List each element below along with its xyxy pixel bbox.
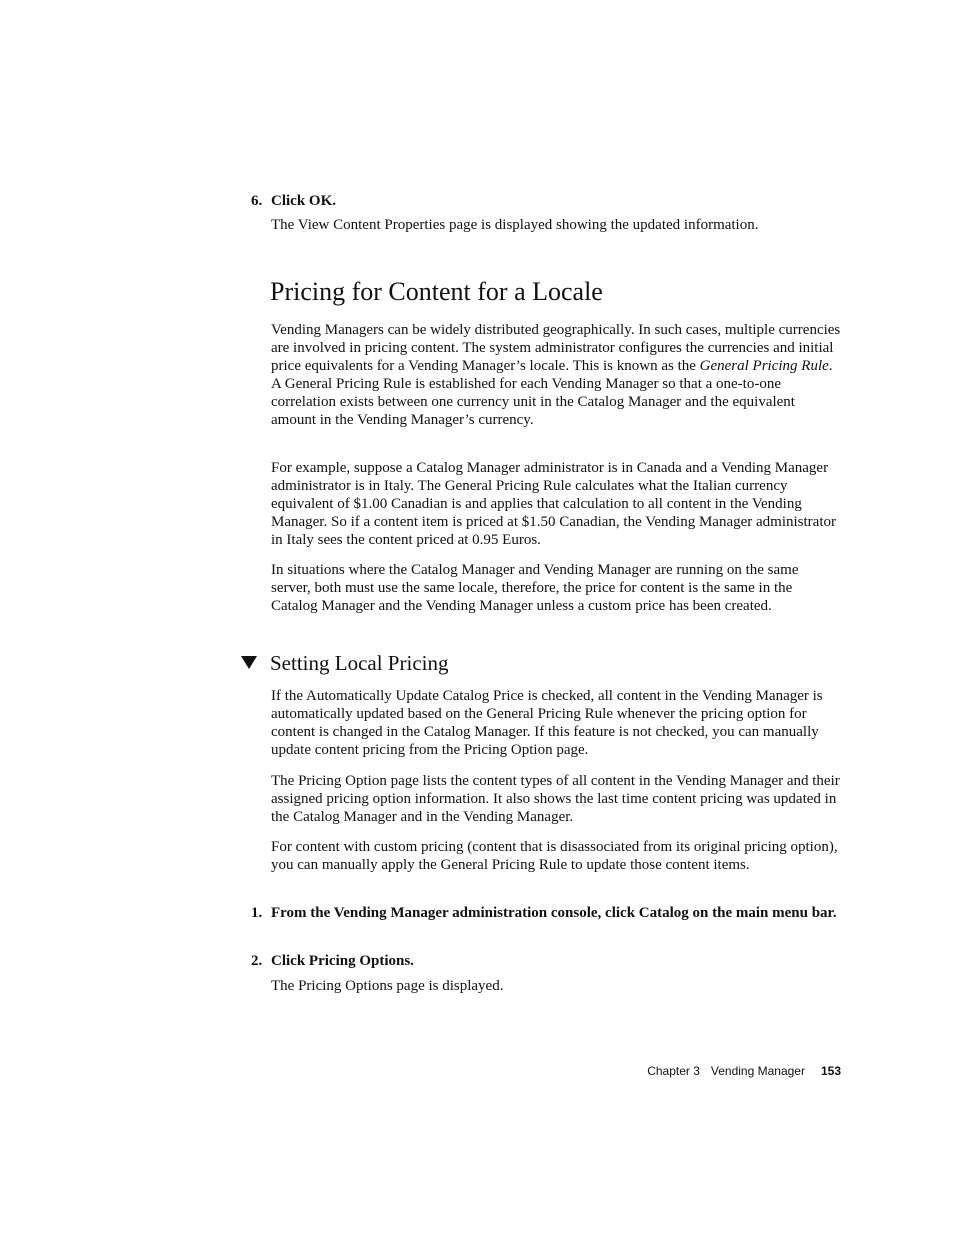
section-paragraph-1 <box>271 321 841 429</box>
paragraph-text: . A General Pricing Rule is established for each Vending Manager so that a one-to-one correlation exists between one currency unit in the Catalog Manager and the equivalent amount in the Vending Manager’s currency. <box>271 358 833 428</box>
step-2-result: The Pricing Options page is displayed. <box>271 978 504 994</box>
section-heading: Pricing for Content for a Locale <box>270 277 603 306</box>
section-paragraph-2: For example, suppose a Catalog Manager administrator is in Canada and a Vending Manager administrator is in Italy. The General Pricing Rule calculates what the Italian currency equivalent of $1.00 Canadian is and applies that calculation to all content in the Vending Manager. So if a content item is priced at $1.50 Canadian, the Vending Manager administrator in Italy sees the content priced at 0.95 Euros. <box>271 460 836 548</box>
step-2 <box>251 952 841 970</box>
step-number: 1. <box>251 905 263 921</box>
step-1 <box>251 904 841 922</box>
section-paragraph-3: In situations where the Catalog Manager and Vending Manager are running on the same server, both must use the same locale, therefore, the price for content is the same in the Catalog Manager and the Vending Manager unless a custom price has been created. <box>271 562 799 614</box>
subsection-paragraph-3: For content with custom pricing (content that is disassociated from its original pricing option), you can manually apply the General Pricing Rule to update those content items. <box>271 839 838 873</box>
task-triangle-icon <box>241 656 257 669</box>
subsection-heading: Setting Local Pricing <box>270 651 449 675</box>
defined-term: General Pricing Rule <box>699 358 829 374</box>
page-number: 153 <box>820 1064 841 1078</box>
footer-chapter: Chapter 3 <box>647 1064 700 1078</box>
step-6-result: The View Content Properties page is displayed showing the updated information. <box>271 217 759 233</box>
paragraph-text: Vending Managers can be widely distributed geographically. In such cases, multiple currencies are involved in pricing content. The system administrator configures the currencies and initial price equivalents for a Vending Manager’s locale. This is known as the <box>271 322 841 374</box>
step-text: Click OK. <box>271 193 337 209</box>
step-6 <box>251 192 841 210</box>
footer-chapter-title: Vending Manager <box>710 1064 805 1078</box>
subsection-paragraph-2: The Pricing Option page lists the content types of all content in the Vending Manager and their assigned pricing option information. It also shows the last time content pricing was updated in the Catalog Manager and in the Vending Manager. <box>271 773 840 825</box>
step-number: 2. <box>251 953 263 969</box>
subsection-paragraph-1: If the Automatically Update Catalog Price is checked, all content in the Vending Manager is automatically updated based on the General Pricing Rule whenever the pricing option for content is changed in the Catalog Manager. If this feature is not checked, you can manually update content pricing from the Pricing Option page. <box>271 688 823 758</box>
step-text: Click Pricing Options. <box>271 953 414 969</box>
step-number: 6. <box>251 193 263 209</box>
step-text: From the Vending Manager administration console, click Catalog on the main menu bar. <box>271 905 837 921</box>
page-footer <box>647 1064 841 1079</box>
